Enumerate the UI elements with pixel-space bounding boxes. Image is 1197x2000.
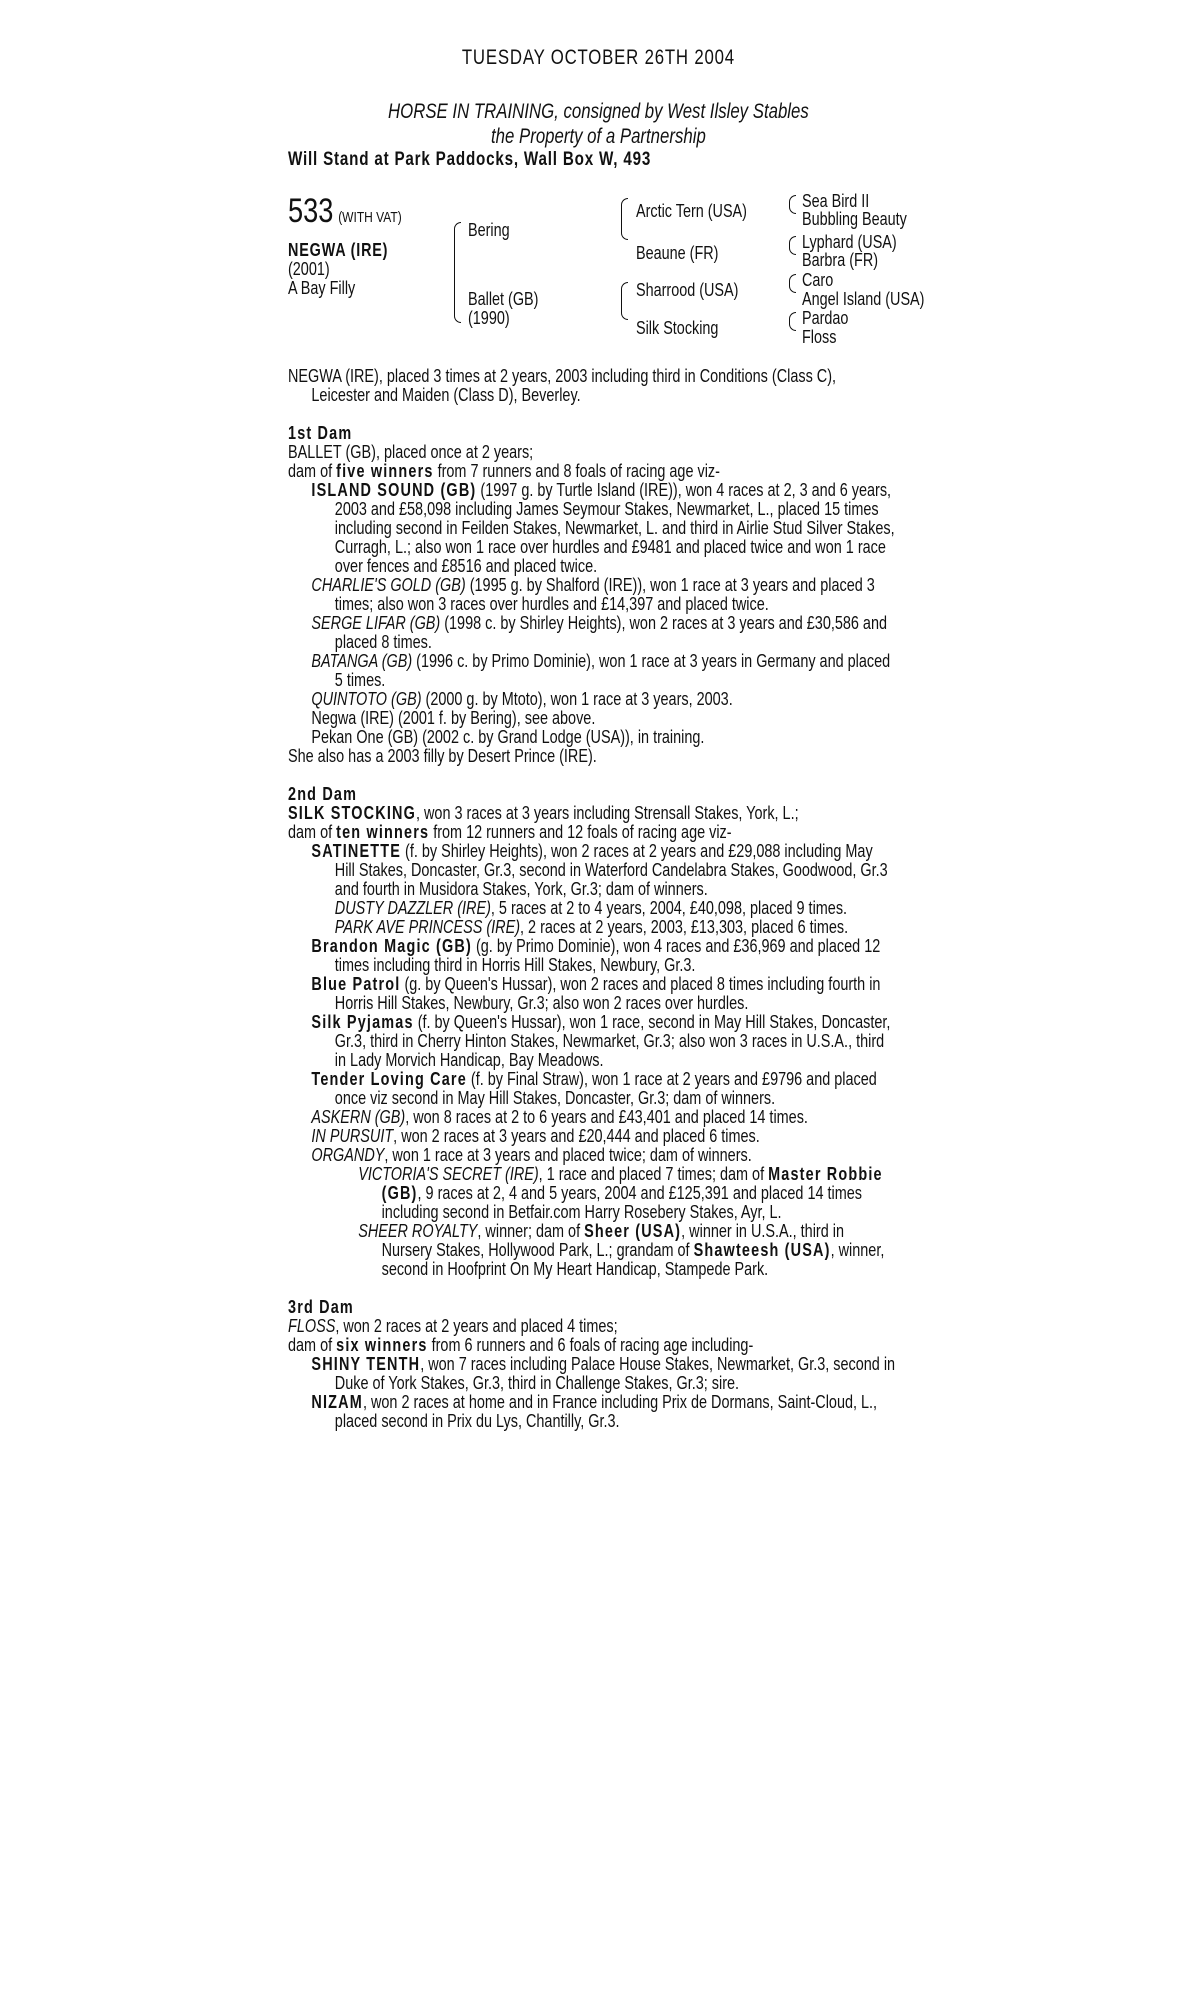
first-dam-entry: ISLAND SOUND (GB) (1997 g. by Turtle Island (IRE)), won 4 races at 2, 3 and 6 years, 2003 and £58,098 including James Seymour Stakes, Newmarket, L., placed 15 times including second in Feilden Stakes, Newmarket, L. and third in Airlie Stud Silver Stakes, Curragh, L.; also won 1 race over hurdles and £9481 and placed twice and won 1 race over fences and £8516 and placed twice. bbox=[311, 479, 895, 576]
horse-name: NEGWA (IRE) bbox=[288, 240, 389, 260]
first-dam-heading: 1st Dam bbox=[288, 422, 353, 443]
consignment-line-1: HORSE IN TRAINING, consigned by West Ilsley Stables bbox=[388, 100, 809, 123]
pedigree-dam-dam: Silk Stocking bbox=[636, 318, 719, 338]
lot-number: 533 bbox=[288, 192, 334, 230]
brace-sire-dam-top bbox=[454, 222, 461, 270]
pedigree-g8: Floss bbox=[802, 327, 837, 347]
brace-sire-line-bottom bbox=[621, 218, 628, 240]
third-dam-intro: FLOSS, won 2 races at 2 years and placed 4 times; bbox=[288, 1315, 618, 1336]
stand-location: Will Stand at Park Paddocks, Wall Box W, 493 bbox=[288, 149, 652, 170]
brace-sire-dam-bottom bbox=[454, 269, 461, 323]
second-dam-entry: IN PURSUIT, won 2 races at 3 years and £20,444 and placed 6 times. bbox=[311, 1125, 760, 1146]
brace-g3-bottom bbox=[789, 283, 796, 293]
brace-dam-line-bottom bbox=[621, 299, 628, 320]
pedigree-g6: Angel Island (USA) bbox=[802, 289, 925, 309]
first-dam-produce-summary: dam of five winners from 7 runners and 8 foals of racing age viz- bbox=[288, 460, 720, 481]
first-dam-entry: BATANGA (GB) (1996 c. by Primo Dominie), won 1 race at 3 years in Germany and placed 5 times. bbox=[311, 650, 891, 690]
vat-note: (WITH VAT) bbox=[338, 209, 402, 226]
first-dam-entry: Negwa (IRE) (2001 f. by Bering), see above. bbox=[311, 707, 596, 728]
brace-g1-bottom bbox=[789, 204, 796, 214]
first-dam-entry: Pekan One (GB) (2002 c. by Grand Lodge (USA)), in training. bbox=[311, 726, 705, 747]
second-dam-intro: SILK STOCKING, won 3 races at 3 years including Strensall Stakes, York, L.; bbox=[288, 802, 799, 823]
sale-date: TUESDAY OCTOBER 26TH 2004 bbox=[461, 46, 735, 69]
pedigree-g1: Sea Bird II bbox=[802, 191, 870, 211]
pedigree-g7: Pardao bbox=[802, 308, 849, 328]
first-dam-entry: QUINTOTO (GB) (2000 g. by Mtoto), won 1 race at 3 years, 2003. bbox=[311, 688, 733, 709]
brace-sire-line-top bbox=[621, 198, 628, 219]
first-dam-entry: SERGE LIFAR (GB) (1998 c. by Shirley Heights), won 2 races at 3 years and £30,586 and placed 8 times. bbox=[311, 612, 888, 652]
summary-line-1: NEGWA (IRE), placed 3 times at 2 years, 2003 including third in Conditions (Class C), bbox=[288, 365, 837, 386]
brace-g2-bottom bbox=[789, 245, 796, 255]
pedigree-sire-dam: Beaune (FR) bbox=[636, 243, 719, 263]
brace-dam-line-top bbox=[621, 282, 628, 300]
lot-number-block bbox=[288, 192, 402, 231]
horse-year: (2001) bbox=[288, 259, 330, 279]
brace-g4-bottom bbox=[789, 321, 796, 331]
first-dam-intro: BALLET (GB), placed once at 2 years; bbox=[288, 441, 534, 462]
second-dam-sub-entry: VICTORIA'S SECRET (IRE), 1 race and placed 7 times; dam of Master Robbie (GB), 9 races at 2, 4 and 5 years, 2004 and £125,391 and placed 14 times including second in Betfair.com Harry Rosebery Stakes, Ayr, L. bbox=[358, 1163, 883, 1222]
catalogue-body bbox=[288, 366, 1068, 1430]
second-dam-entry: Brandon Magic (GB) (g. by Primo Dominie), won 4 races and £36,969 and placed 12 times including third in Horris Hill Stakes, Newbury, Gr.3. bbox=[311, 935, 881, 975]
second-dam-entry: ASKERN (GB), won 8 races at 2 to 6 years and £43,401 and placed 14 times. bbox=[311, 1106, 808, 1127]
pedigree-sire: Bering bbox=[468, 220, 510, 240]
second-dam-entry: Silk Pyjamas (f. by Queen's Hussar), won 1 race, second in May Hill Stakes, Doncaster, Gr.3, third in Cherry Hinton Stakes, Newmarket, Gr.3; also won 3 races in U.S.A., third in Lady Morvich Handicap, Bay Meadows. bbox=[311, 1011, 891, 1070]
second-dam-heading: 2nd Dam bbox=[288, 783, 358, 804]
third-dam-entry: SHINY TENTH, won 7 races including Palace House Stakes, Newmarket, Gr.3, second in Duke of York Stakes, Gr.3, third in Challenge Stakes, Gr.3; sire. bbox=[311, 1353, 896, 1393]
horse-description: A Bay Filly bbox=[288, 278, 356, 298]
pedigree-g5: Caro bbox=[802, 270, 834, 290]
consignment-line-2: the Property of a Partnership bbox=[491, 125, 706, 148]
pedigree-g3: Lyphard (USA) bbox=[802, 232, 897, 252]
second-dam-entry: SATINETTE (f. by Shirley Heights), won 2 races at 2 years and £29,088 including May Hill Stakes, Doncaster, Gr.3, second in Waterford Candelabra Stakes, Goodwood, Gr.3 and fourth in Musidora Stakes, York, Gr.3; dam of winners. bbox=[311, 840, 888, 899]
second-dam-entry: Tender Loving Care (f. by Final Straw), won 1 race at 2 years and £9796 and placed once viz second in May Hill Stakes, Doncaster, Gr.3; dam of winners. bbox=[311, 1068, 877, 1108]
third-dam-entry: NIZAM, won 2 races at home and in France including Prix de Dormans, Saint-Cloud, L., placed second in Prix du Lys, Chantilly, Gr.3. bbox=[311, 1391, 878, 1431]
pedigree-dam-year: (1990) bbox=[468, 308, 510, 328]
pedigree-g2: Bubbling Beauty bbox=[802, 209, 907, 229]
third-dam-heading: 3rd Dam bbox=[288, 1296, 354, 1317]
first-dam-entry: CHARLIE'S GOLD (GB) (1995 g. by Shalford (IRE)), won 1 race at 3 years and placed 3 times; also won 3 races over hurdles and £14,397 and placed twice. bbox=[311, 574, 875, 614]
second-dam-entry: Blue Patrol (g. by Queen's Hussar), won 2 races and placed 8 times including fourth in Horris Hill Stakes, Newbury, Gr.3; also won 2 races over hurdles. bbox=[311, 973, 881, 1013]
pedigree-dam-sire: Sharrood (USA) bbox=[636, 280, 739, 300]
second-dam-entry: ORGANDY, won 1 race at 3 years and placed twice; dam of winners. bbox=[311, 1144, 752, 1165]
second-dam-sub-entry: SHEER ROYALTY, winner; dam of Sheer (USA), winner in U.S.A., third in Nursery Stakes, Hollywood Park, L.; grandam of Shawteesh (USA), winner, second in Hoofprint On My Heart Handicap, Stampede Park. bbox=[358, 1220, 885, 1279]
first-dam-closing: She also has a 2003 filly by Desert Prince (IRE). bbox=[288, 745, 597, 766]
pedigree-dam: Ballet (GB) bbox=[468, 289, 539, 309]
pedigree-g4: Barbra (FR) bbox=[802, 250, 879, 270]
summary-line-2: Leicester and Maiden (Class D), Beverley. bbox=[311, 384, 581, 405]
third-dam-produce-summary: dam of six winners from 6 runners and 6 foals of racing age including- bbox=[288, 1334, 754, 1355]
second-dam-sub-entry: PARK AVE PRINCESS (IRE), 2 races at 2 years, 2003, £13,303, placed 6 times. bbox=[334, 916, 849, 937]
pedigree-sire-sire: Arctic Tern (USA) bbox=[636, 201, 747, 221]
second-dam-produce-summary: dam of ten winners from 12 runners and 12 foals of racing age viz- bbox=[288, 821, 732, 842]
second-dam-sub-entry: DUSTY DAZZLER (IRE), 5 races at 2 to 4 years, 2004, £40,098, placed 9 times. bbox=[334, 897, 848, 918]
